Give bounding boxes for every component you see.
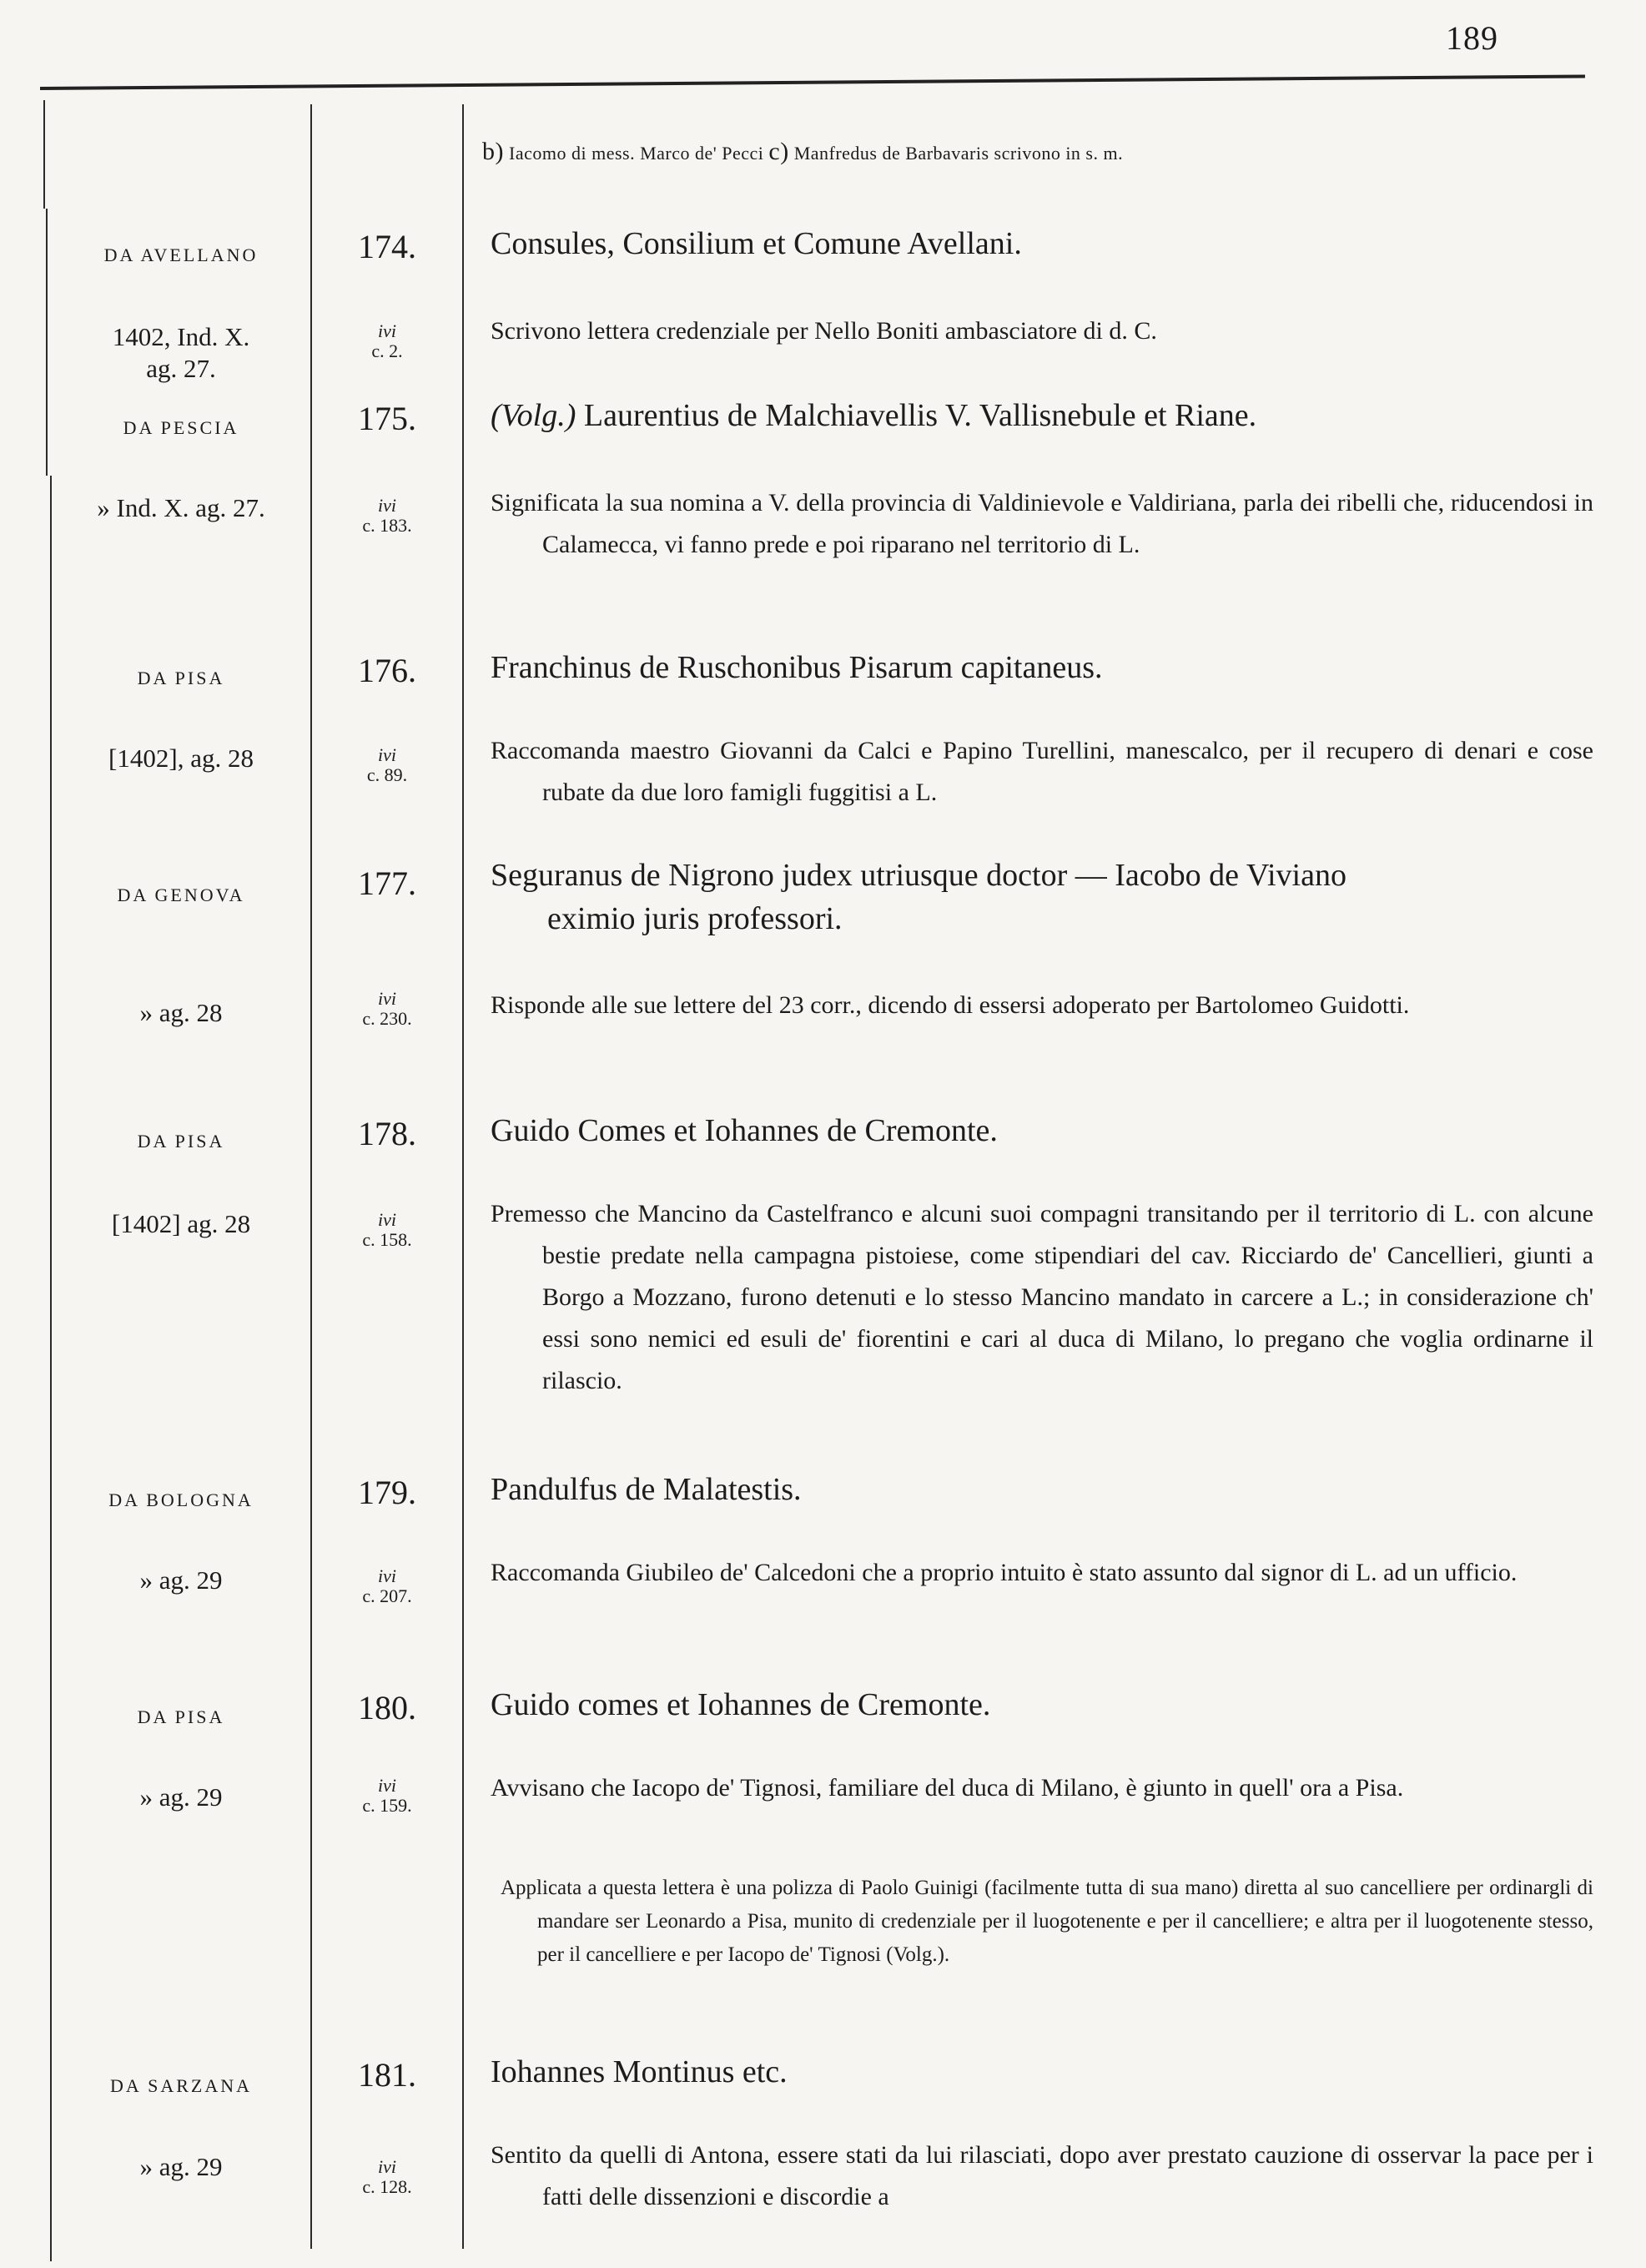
entry-heading — [491, 397, 1600, 434]
entry-date — [52, 492, 310, 524]
ref-ivi: ivi — [378, 988, 396, 1009]
ref-carta: c. 2. — [371, 340, 403, 361]
ref-carta: c. 159. — [362, 1795, 412, 1816]
entry-place: DA PISA — [137, 668, 225, 688]
entry-reference — [312, 2157, 462, 2197]
ref-ivi: ivi — [378, 1209, 396, 1230]
entry-date — [52, 1782, 310, 1813]
entry-body: Raccomanda maestro Giovanni da Calci e Papino Turellini, manescalco, per il recupero di denari e cose rubate da due loro famigli fuggitisi a L. — [491, 737, 1593, 806]
entry-number: 178. — [358, 1115, 416, 1152]
entry-heading: Consules, Consilium et Comune Avellani. — [491, 226, 1022, 261]
ref-ivi: ivi — [378, 320, 396, 341]
entry-date — [52, 997, 310, 1029]
entry-body: Significata la sua nomina a V. della provincia di Valdinievole e Valdiriana, parla dei ribelli che, riducendosi in Calamecca, vi fanno prede e poi riparano nel territorio di L. — [491, 489, 1593, 558]
entry-body: Avvisano che Iacopo de' Tignosi, familiare del duca di Milano, è giunto in quell' ora a Pisa. — [491, 1774, 1404, 1802]
entry-date-line: » ag. 29 — [139, 1565, 223, 1595]
entry-number: 174. — [358, 228, 416, 265]
entry-heading: Iohannes Montinus etc. — [491, 2054, 788, 2089]
ref-carta: c. 128. — [362, 2176, 412, 2197]
entry-body: Raccomanda Giubileo de' Calcedoni che a proprio intuito è stato assunto dal signor di L. ad un ufficio. — [491, 1559, 1518, 1586]
entry-date — [52, 2151, 310, 2183]
entry-reference — [312, 1566, 462, 1606]
note-label-b: b) — [482, 138, 504, 165]
page-number: 189 — [1446, 19, 1498, 57]
ref-carta: c. 183. — [362, 515, 412, 536]
entry-number: 181. — [358, 2056, 416, 2094]
entry-place: DA GENOVA — [117, 885, 245, 905]
ref-ivi: ivi — [378, 2156, 396, 2177]
entry-date-line: » ag. 29 — [139, 1782, 223, 1812]
entry-date-line: ag. 27. — [146, 354, 216, 383]
column-rule-left — [46, 209, 48, 476]
entry-body: Risponde alle sue lettere del 23 corr., dicendo di essersi adoperato per Bartolomeo Guidotti. — [491, 991, 1410, 1019]
entry-heading: Pandulfus de Malatestis. — [491, 1472, 802, 1507]
heading-text: Seguranus de Nigrono judex utriusque doctor — Iacobo de Viviano — [491, 858, 1346, 893]
entry-date — [52, 1565, 310, 1596]
entry-date-line: [1402] ag. 28 — [111, 1209, 251, 1238]
entry-reference — [312, 496, 462, 536]
entry-place: DA SARZANA — [110, 2075, 252, 2096]
entry-place: DA PISA — [137, 1131, 225, 1152]
entry-date-line: » ag. 28 — [139, 998, 223, 1027]
entry-reference — [312, 745, 462, 785]
ref-carta: c. 89. — [366, 764, 408, 785]
ref-carta: c. 230. — [362, 1008, 412, 1029]
ref-carta: c. 158. — [362, 1229, 412, 1250]
entry-place: DA PESCIA — [123, 417, 239, 438]
entry-body: Premesso che Mancino da Castelfranco e alcuni suoi compagni transitando per il territorio di L. con alcune bestie predate nella campagna pistoiese, come stipendiari del cav. Ricciardo de' Cancellieri, giunti a Borgo a Mozzano, furono detenuti e lo stesso Mancino mandato in carcere a L.; in considerazione ch' essi sono nemici ed esuli de' fiorentini e cari al duca di Milano, lo pregano che voglia ordinarne il rilascio. — [491, 1200, 1593, 1394]
entry-place: DA PISA — [137, 1706, 225, 1727]
continuation-note — [482, 138, 1123, 166]
header-rule — [40, 74, 1585, 90]
entry-date-line: [1402], ag. 28 — [108, 743, 254, 773]
entry-note: Applicata a questa lettera è una polizza di Paolo Guinigi (facilmente tutta di sua mano) diretta al suo cancelliere per ordinargli di mandare ser Leonardo a Pisa, munito di credenziale per il luogotenente e per il cancelliere; e altra per il luogotenente stesso, per il cancelliere e per Iacopo de' Tignosi (Volg.). — [501, 1877, 1593, 1966]
entry-body: Scrivono lettera credenziale per Nello Boniti ambasciatore di d. C. — [491, 317, 1157, 345]
entry-number: 180. — [358, 1689, 416, 1726]
entry-body: Sentito da quelli di Antona, essere stati da lui rilasciati, dopo aver prestato cauzione di osservar la pace per i fatti delle dissenzioni e discordie a — [491, 2141, 1593, 2210]
entry-reference — [312, 321, 462, 361]
column-rule-right — [462, 104, 464, 2249]
entry-heading: Guido comes et Iohannes de Cremonte. — [491, 1687, 991, 1722]
heading-text: Laurentius de Malchiavellis V. Vallisnebule et Riane. — [583, 398, 1257, 433]
entry-place: DA AVELLANO — [103, 244, 259, 265]
note-text-b: Iacomo di mess. Marco de' Pecci — [509, 143, 764, 164]
ref-ivi: ivi — [378, 1775, 396, 1796]
entry-number: 176. — [358, 652, 416, 689]
column-rule-left — [43, 100, 45, 209]
heading-prefix: (Volg.) — [491, 398, 576, 433]
entry-reference — [312, 1210, 462, 1250]
ref-carta: c. 207. — [362, 1585, 412, 1606]
note-text-c: Manfredus de Barbavaris scrivono in s. m. — [793, 143, 1124, 164]
entry-date-line: » ag. 29 — [139, 2152, 223, 2181]
entry-date — [52, 1208, 310, 1240]
entry-heading — [491, 857, 1600, 937]
note-label-c: c) — [768, 138, 789, 165]
entry-number: 177. — [358, 864, 416, 902]
entry-date — [52, 321, 310, 385]
entry-number: 175. — [358, 400, 416, 437]
entry-reference — [312, 989, 462, 1029]
ref-ivi: ivi — [378, 1565, 396, 1586]
ref-ivi: ivi — [378, 495, 396, 516]
entry-place: DA BOLOGNA — [108, 1489, 254, 1510]
entry-reference — [312, 1776, 462, 1816]
entry-heading: Franchinus de Ruschonibus Pisarum capitaneus. — [491, 650, 1103, 685]
entry-number: 179. — [358, 1474, 416, 1511]
heading-text-continued: eximio juris professori. — [547, 901, 843, 936]
entry-heading: Guido Comes et Iohannes de Cremonte. — [491, 1113, 998, 1148]
entry-date-line: 1402, Ind. X. — [112, 322, 250, 351]
entry-date — [52, 743, 310, 774]
ref-ivi: ivi — [378, 744, 396, 765]
entry-date-line: » Ind. X. ag. 27. — [97, 493, 265, 522]
